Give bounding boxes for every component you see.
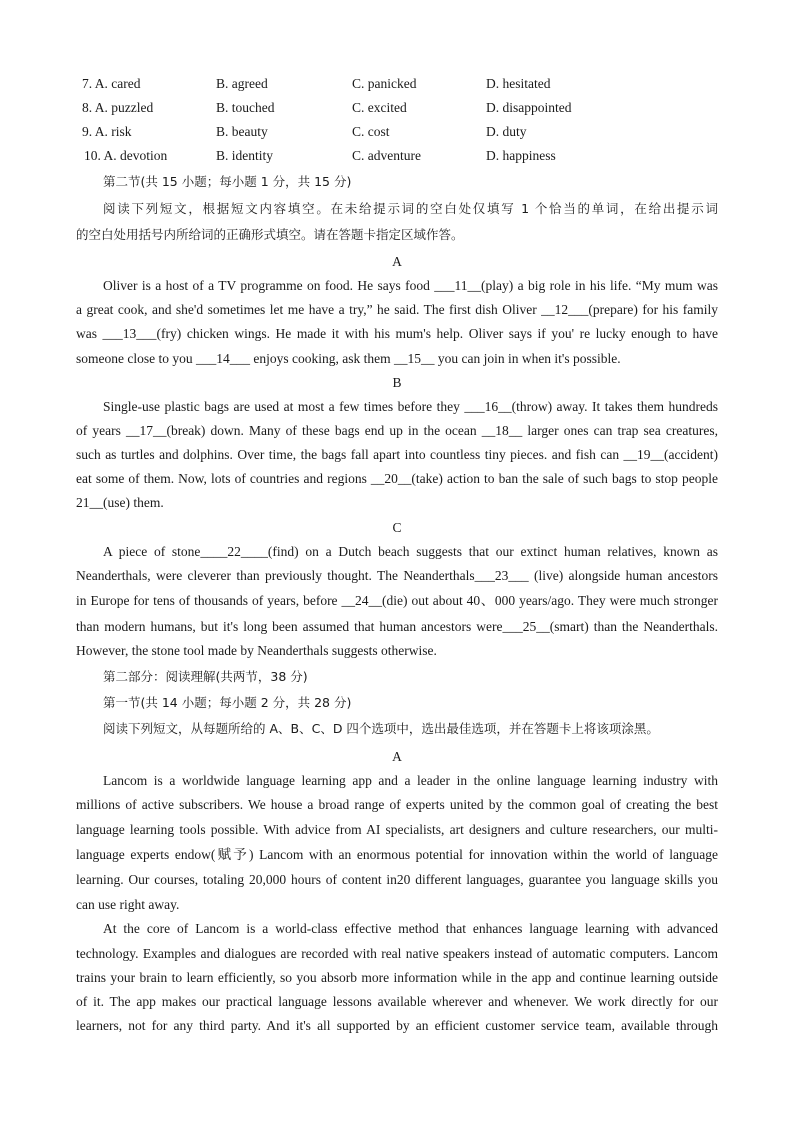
instruction-line: 阅读下列短文，根据短文内容填空。在未给提示词的空白处仅填写 1 个恰当的单词，在给出提示词 — [103, 201, 718, 216]
passage-line: At the core of Lancom is a world-class effective method that enhances language learning with advanced — [103, 921, 718, 936]
option-d: D. happiness — [486, 148, 556, 163]
passage-line: A piece of stone____22____(find) on a Dutch beach suggests that our extinct human relatives, known as — [103, 544, 718, 559]
passage-line: a great cook, and she'd sometimes let me have a try,” he said. The first dish Oliver __12___(prepare) for his family — [76, 302, 718, 317]
option-row-10 — [0, 146, 794, 166]
option-row-7 — [0, 74, 794, 94]
passage-line: can use right away. — [76, 897, 180, 912]
passage-label: C — [392, 520, 402, 535]
passage-line: of years __17__(break) down. Many of these bags end up in the ocean __18__ larger ones can trap sea creatures, — [76, 423, 718, 438]
option-a: 10. A. devotion — [84, 148, 168, 163]
passage-line: 21__(use) them. — [76, 495, 164, 510]
passage-line: of it. The app makes our practical language lessons available wherever and whenever. We work directly for our — [76, 994, 718, 1009]
option-d: D. disappointed — [486, 100, 572, 115]
option-b: B. touched — [216, 100, 275, 115]
passage-line: However, the stone tool made by Neanderthals suggests otherwise. — [76, 643, 437, 658]
passage-line: than modern humans, but it's long been assumed that human ancestors were___25__(smart) than the Neanderthals. — [76, 619, 718, 634]
option-a: 8. A. puzzled — [82, 100, 154, 115]
passage-line: Neanderthals, were cleverer than previously thought. The Neanderthals___23___ (live) alongside human ancestors — [76, 568, 718, 583]
passage-line: in Europe for tens of thousands of years, before __24__(die) out about 40、000 years/ago. They were much stronger — [76, 593, 718, 608]
passage-line: trains your brain to learn efficiently, so you absorb more information while in the app and continue learning outside — [76, 970, 718, 985]
option-a: 7. A. cared — [82, 76, 141, 91]
passage-line: Single-use plastic bags are used at most a few times before they ___16__(throw) away. It takes them hundreds — [103, 399, 718, 414]
option-b: B. beauty — [216, 124, 268, 139]
instruction-line: 的空白处用括号内所给词的正确形式填空。请在答题卡指定区域作答。 — [76, 227, 464, 242]
passage-line: Lancom is a worldwide language learning app and a leader in the online language learning industry with — [103, 773, 718, 788]
passage-line: millions of active subscribers. We house a broad range of experts united by the common goal of creating the best — [76, 797, 718, 812]
option-c: C. panicked — [352, 76, 417, 91]
option-b: B. agreed — [216, 76, 268, 91]
option-d: D. hesitated — [486, 76, 551, 91]
option-row-9 — [0, 122, 794, 142]
passage-line: language learning tools possible. With advice from AI specialists, art designers and culture researchers, our multi- — [76, 822, 718, 837]
passage-label: A — [392, 749, 402, 764]
passage-line: language experts endow(赋予) Lancom with an enormous potential for innovation within the world of language — [76, 847, 718, 862]
part-heading: 第二部分：阅读理解(共两节，38 分) — [103, 669, 308, 684]
section-heading: 第一节(共 14 小题；每小题 2 分，共 28 分) — [103, 695, 352, 710]
passage-line: was ___13___(fry) chicken wings. He made it with his mum's help. Oliver says if you' re lucky enough to have — [76, 326, 718, 341]
instruction-line: 阅读下列短文，从每题所给的 A、B、C、D 四个选项中，选出最佳选项，并在答题卡上将该项涂黑。 — [103, 721, 659, 736]
passage-label: A — [392, 254, 402, 269]
option-c: C. adventure — [352, 148, 421, 163]
passage-line: learners, not for any third party. And it's all supported by an efficient customer service team, available through — [76, 1018, 718, 1033]
passage-line: technology. Examples and dialogues are recorded with real native speakers instead of automatic computers. Lancom — [76, 946, 718, 961]
passage-line: such as turtles and dolphins. Over time, the bags fall apart into countless tiny pieces. and fish can __19__(accident) — [76, 447, 718, 462]
option-a: 9. A. risk — [82, 124, 132, 139]
option-row-8 — [0, 98, 794, 118]
passage-line: learning. Our courses, totaling 20,000 hours of content in20 different languages, guarantee you language skills you — [76, 872, 718, 887]
option-b: B. identity — [216, 148, 273, 163]
passage-line: Oliver is a host of a TV programme on food. He says food ___11__(play) a big role in his life. “My mum was — [103, 278, 718, 293]
passage-line: someone close to you ___14___ enjoys cooking, ask them __15__ you can join in when it's possible. — [76, 351, 621, 366]
passage-label: B — [392, 375, 402, 390]
option-c: C. excited — [352, 100, 407, 115]
option-c: C. cost — [352, 124, 390, 139]
option-d: D. duty — [486, 124, 527, 139]
passage-line: eat some of them. Now, lots of countries and regions __20__(take) action to ban the sale of such bags to stop people — [76, 471, 718, 486]
section-heading: 第二节(共 15 小题；每小题 1 分，共 15 分) — [103, 174, 352, 189]
